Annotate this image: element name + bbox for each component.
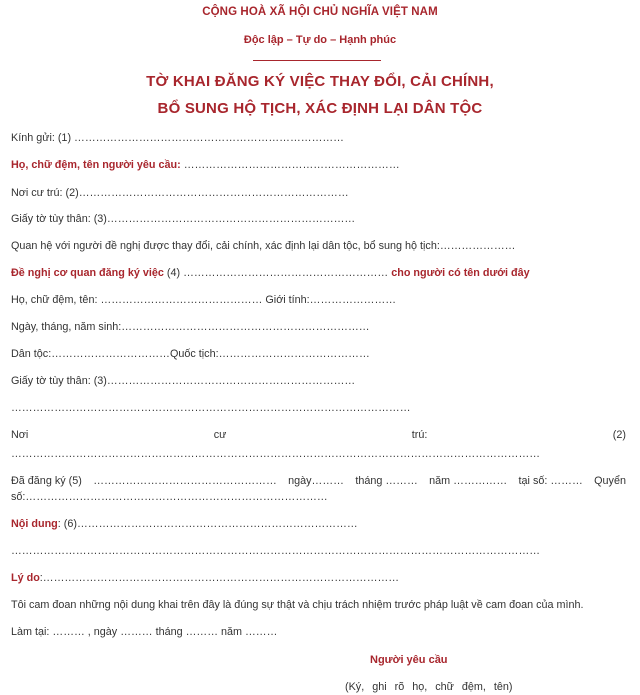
residence2-dots: ………………………………………………………………………………………………………………………………… [11, 448, 541, 460]
content-continued: ………………………………………………………………………………………………………………………………… [11, 545, 541, 557]
reason-line [11, 572, 399, 584]
relationship-line: Quan hệ với người đề nghị được thay đổi, cải chính, xác định lại dân tộc, bổ sung hộ tịch:………………… [11, 240, 516, 252]
form-title-line2: BỔ SUNG HỘ TỊCH, XÁC ĐỊNH LẠI DÂN TỘC [157, 100, 483, 117]
person-dob-line: Ngày, tháng, năm sinh:…………………………………………………………… [11, 321, 370, 333]
residence2-line [11, 429, 626, 441]
form-title-line1: TỜ KHAI ĐĂNG KÝ VIỆC THAY ĐỔI, CẢI CHÍNH, [146, 73, 494, 90]
content-dots: : (6)…………………………………………………………………… [57, 518, 358, 530]
motto: Độc lập – Tự do – Hạnh phúc [243, 34, 397, 46]
residence2-word: cư [213, 429, 227, 441]
requester-name-dots: …………………………………………………… [180, 159, 400, 171]
request-line [11, 267, 530, 279]
registered-word: Quyển [594, 475, 626, 487]
request-tail: cho người có tên dưới đây [391, 267, 530, 279]
pledge-text: Tôi cam đoan những nội dung khai trên đây là đúng sự thật và chịu trách nhiệm trước pháp luật về cam đoan của mình. [11, 599, 584, 611]
person-name-line: Họ, chữ đệm, tên: ……………………………………… Giới tính:…………………… [11, 294, 397, 306]
header-divider [253, 60, 381, 61]
person-ethnicity-line: Dân tộc:……………………………Quốc tịch:…………………………………… [11, 348, 370, 360]
person-id-line: Giấy tờ tùy thân: (3)…………………………………………………………… [11, 375, 356, 387]
signature-note: (Ký, ghi rõ họ, chữ đệm, tên) [345, 681, 513, 693]
residence2-word: trú: [411, 429, 428, 441]
reason-dots: :……………………………………………………………………………………… [39, 572, 400, 584]
registered-word: Đã đăng ký (5) [11, 475, 82, 487]
addressee-line: Kính gửi: (1) ………………………………………………………………… [11, 132, 344, 144]
request-label: Đề nghị cơ quan đăng ký việc [11, 267, 164, 279]
request-dots: (4) ………………………………………………… [163, 267, 392, 279]
id-document-line: Giấy tờ tùy thân: (3)…………………………………………………………… [11, 213, 356, 225]
registered-word: tại số: ……… [518, 475, 583, 487]
person-id-continued: ………………………………………………………………………………………………… [11, 402, 411, 414]
registered-book-line: số:………………………………………………………………………… [11, 491, 328, 503]
requester-name-label: Họ, chữ đệm, tên người yêu cầu: [11, 159, 181, 171]
residence2-word: Nơi [11, 429, 29, 441]
registered-word: tháng ……… [355, 475, 418, 487]
registered-word: …………………………………………… [93, 475, 277, 487]
reason-label: Lý do [11, 572, 40, 584]
signature-title: Người yêu cầu [370, 654, 448, 666]
registered-line [11, 475, 626, 487]
registered-word: năm …………… [429, 475, 508, 487]
place-date-line: Làm tại: ……… , ngày ……… tháng ……… năm ……… [11, 626, 278, 638]
residence-line: Nơi cư trú: (2)………………………………………………………………… [11, 187, 349, 199]
residence2-word: (2) [612, 429, 626, 441]
content-line [11, 518, 358, 530]
nation-header: CỘNG HOÀ XÃ HỘI CHỦ NGHĨA VIỆT NAM [202, 6, 438, 18]
content-label: Nội dung [11, 518, 58, 530]
registered-word: ngày……… [288, 475, 344, 487]
requester-name-line [11, 159, 400, 171]
